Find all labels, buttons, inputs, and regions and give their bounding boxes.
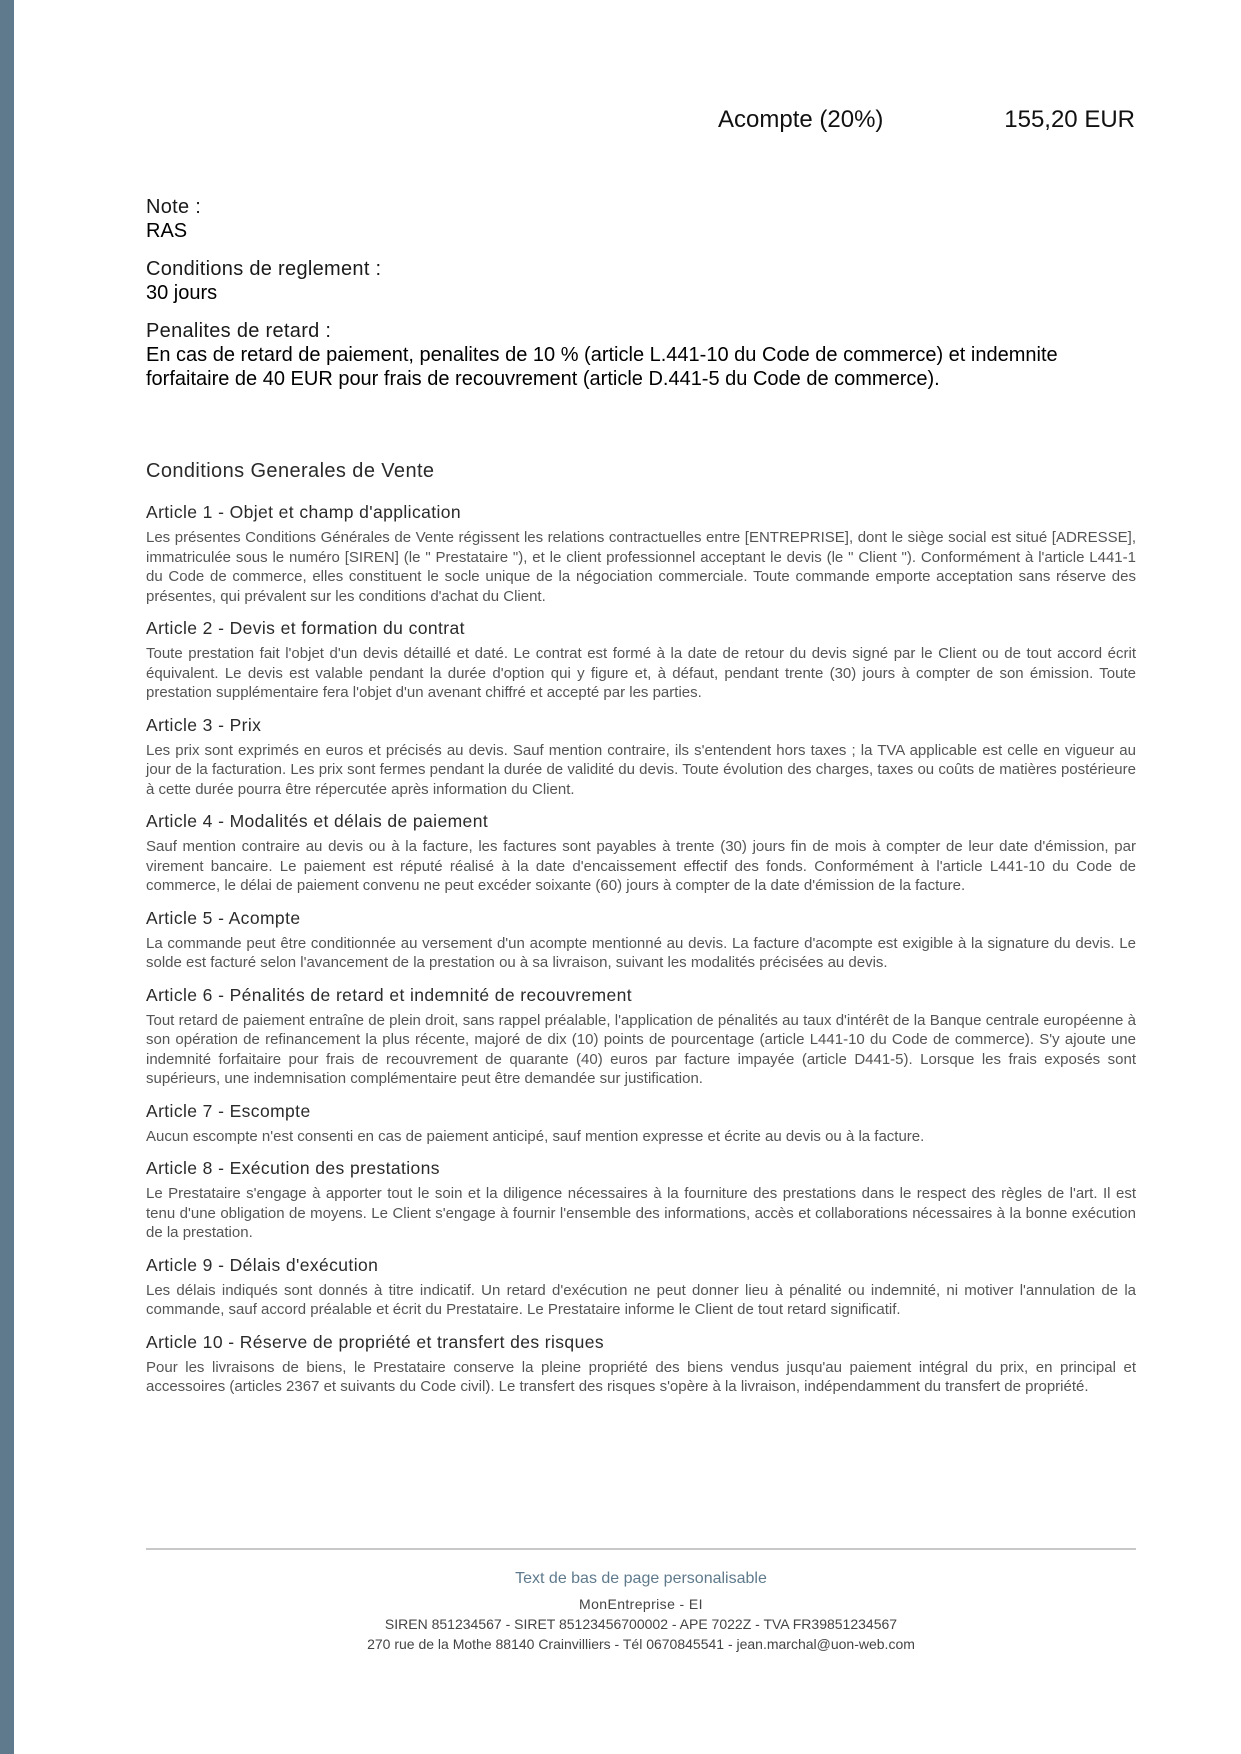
article-title: Article 1 - Objet et champ d'application	[146, 502, 462, 522]
article-title: Article 5 - Acompte	[146, 907, 301, 928]
note-label: Note :	[146, 196, 202, 218]
cgv-article-10	[146, 1331, 1136, 1397]
footer-custom-text: Text de bas de page personalisable	[515, 1570, 767, 1587]
cgv-article-9	[146, 1254, 1136, 1320]
payment-terms-label: Conditions de reglement :	[146, 258, 382, 280]
article-text: Les présentes Conditions Générales de Vente régissent les relations contractuelles entre [ENTREPRISE], dont le siège social est situé [ADRESSE], immatriculée sous le numéro [SIREN] (le " Prestataire "), et le client professionnel acceptant le devis (le " Client "). Conformément à l'article L441-1 du Code de commerce, elles constituent le socle unique de la négociation commerciale. Toute commande emporte acceptation sans réserve des présentes, qui prévalent sur les conditions d'achat du Client.	[146, 529, 1136, 605]
cgv-article-8	[146, 1157, 1136, 1243]
acompte-label: Acompte (20%)	[718, 106, 884, 133]
article-text: La commande peut être conditionnée au versement d'un acompte mentionné au devis. La facture d'acompte est exigible à la signature du devis. Le solde est facturé selon l'avancement de la prestation ou à sa livraison, suivant les modalités précisées au devis.	[146, 934, 1136, 971]
article-text: Le Prestataire s'engage à apporter tout le soin et la diligence nécessaires à la fourniture des prestations dans le respect des règles de l'art. Il est tenu d'une obligation de moyens. Le Client s'engage à fournir l'ensemble des informations, accès et collaborations nécessaires à la bonne exécution de la prestation.	[146, 1185, 1136, 1241]
article-title: Article 6 - Pénalités de retard et indemnité de recouvrement	[146, 984, 633, 1005]
cgv-article-4	[146, 810, 1136, 896]
cgv-section	[146, 460, 1136, 1408]
article-title: Article 4 - Modalités et délais de paiement	[146, 811, 489, 831]
cgv-articles	[146, 501, 1136, 1397]
cgv-article-1	[146, 501, 1136, 606]
article-text: Les délais indiqués sont donnés à titre indicatif. Un retard d'exécution ne peut donner lieu à pénalité ou indemnité, ni motiver l'annulation de la commande, sauf accord préalable et écrit du Prestataire. Le Prestataire informe le Client de tout retard significatif.	[146, 1281, 1136, 1318]
note-block	[146, 195, 1136, 243]
cgv-article-5	[146, 907, 1136, 973]
late-penalties-label: Penalites de retard :	[146, 320, 332, 342]
late-penalties-value: En cas de retard de paiement, penalites de 10 % (article L.441-10 du Code de commerce) et indemnite forfaitaire de 40 EUR pour frais de recouvrement (article D.441-5 du Code de commerce).	[146, 344, 1058, 390]
payment-terms-value: 30 jours	[146, 282, 218, 304]
late-penalties-block	[146, 319, 1136, 391]
cgv-article-2	[146, 617, 1136, 703]
article-text: Sauf mention contraire au devis ou à la facture, les factures sont payables à trente (30) jours fin de mois à compter de leur date d'émission, par virement bancaire. Le paiement est réputé réalisé à la date d'encaissement effectif des fonds. Conformément à l'article L441-10 du Code de commerce, le délai de paiement convenu ne peut excéder soixante (60) jours à compter de la date d'émission de la facture.	[146, 838, 1136, 894]
payment-terms-block	[146, 257, 1136, 305]
article-title: Article 10 - Réserve de propriété et transfert des risques	[146, 1331, 604, 1352]
article-text: Pour les livraisons de biens, le Prestataire conserve la pleine propriété des biens vendus jusqu'au paiement intégral du prix, en principal et accessoires (articles 2367 et suivants du Code civil). Le transfert des risques s'opère à la livraison, indépendamment du transfert de propriété.	[146, 1358, 1136, 1395]
footer-divider	[146, 1548, 1136, 1550]
footer-ids: SIREN 851234567 - SIRET 85123456700002 - APE 7022Z - TVA FR39851234567	[384, 1616, 898, 1632]
article-text: Les prix sont exprimés en euros et précisés au devis. Sauf mention contraire, ils s'entendent hors taxes ; la TVA applicable est celle en vigueur au jour de la facturation. Les prix sont fermes pendant la durée de validité du devis. Toute évolution des charges, taxes ou coûts de matières postérieure à cette durée pourra être répercutée après information du Client.	[146, 741, 1136, 798]
cgv-article-7	[146, 1100, 1136, 1147]
side-accent-bar	[0, 0, 14, 1754]
cgv-title: Conditions Generales de Vente	[146, 460, 435, 482]
footer-company: MonEntreprise - EI	[579, 1596, 703, 1612]
article-title: Article 8 - Exécution des prestations	[146, 1158, 440, 1178]
article-title: Article 9 - Délais d'exécution	[146, 1254, 379, 1275]
article-title: Article 3 - Prix	[146, 714, 262, 735]
article-text: Toute prestation fait l'objet d'un devis détaillé et daté. Le contrat est formé à la date de retour du devis signé par le Client ou de tout accord écrit équivalent. Le devis est valable pendant la durée d'option qui y figure et, à défaut, pendant trente (30) jours à compter de son émission. Toute prestation supplémentaire fera l'objet d'un avenant chiffré et accepté par les parties.	[146, 645, 1136, 701]
note-value: RAS	[146, 220, 188, 242]
acompte-value: 155,20 EUR	[1004, 106, 1135, 133]
cgv-article-6	[146, 984, 1136, 1089]
cgv-article-3	[146, 714, 1136, 800]
article-title: Article 2 - Devis et formation du contrat	[146, 618, 465, 638]
footer-contact: 270 rue de la Mothe 88140 Crainvilliers - Tél 0670845541 - jean.marchal@uon-web.com	[367, 1636, 915, 1652]
article-title: Article 7 - Escompte	[146, 1100, 311, 1121]
invoice-info	[146, 195, 1136, 405]
article-text: Aucun escompte n'est consenti en cas de paiement anticipé, sauf mention expresse et écrite au devis ou à la facture.	[146, 1127, 925, 1145]
page-footer	[146, 1570, 1136, 1654]
article-text: Tout retard de paiement entraîne de plein droit, sans rappel préalable, l'application de pénalités au taux d'intérêt de la Banque centrale européenne à son opération de refinancement la plus récente, majoré de dix (10) points de pourcentage (article L441-10 du Code de commerce). S'y ajoute une indemnité forfaitaire pour frais de recouvrement de quarante (40) euros par facture impayée (article D441-5). Lorsque les frais exposés sont supérieurs, une indemnisation complémentaire peut être demandée sur justification.	[146, 1011, 1136, 1087]
